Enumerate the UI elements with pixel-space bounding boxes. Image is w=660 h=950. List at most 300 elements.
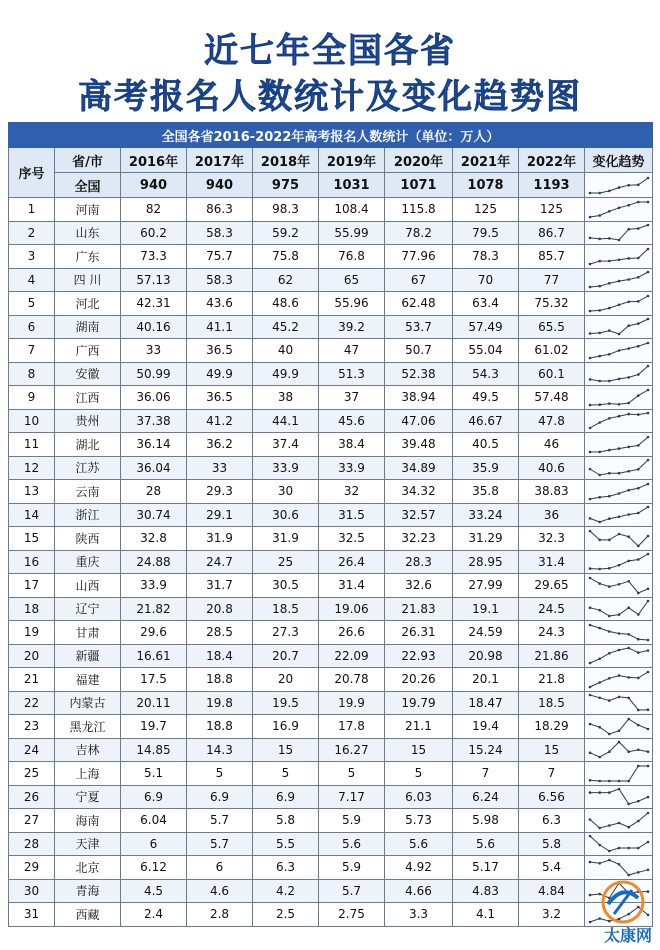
trend-sparkline (587, 387, 651, 408)
header-trend: 变化趋势 (585, 148, 653, 173)
sparkline-point (627, 204, 630, 207)
sparkline-point (598, 496, 601, 499)
row-region: 天津 (55, 832, 121, 856)
sparkline-point (588, 378, 591, 381)
sparkline-point (608, 237, 611, 240)
sparkline-point (598, 421, 601, 424)
sparkline-point (588, 607, 591, 610)
sparkline-point (598, 582, 601, 585)
sparkline-point (627, 751, 630, 754)
trend-sparkline (587, 199, 651, 220)
sparkline-point (637, 709, 640, 712)
row-value: 115.8 (385, 198, 453, 222)
sparkline-point (608, 518, 611, 521)
row-sparkline-cell (585, 456, 653, 480)
sparkline-point (608, 677, 611, 680)
sparkline-point (598, 681, 601, 684)
row-region: 山东 (55, 221, 121, 245)
sparkline-point (646, 600, 649, 603)
sparkline-point (588, 818, 591, 821)
row-value: 2.5 (253, 903, 319, 927)
row-value: 75.32 (519, 292, 585, 316)
sparkline-point (617, 788, 620, 791)
row-value: 6 (121, 832, 187, 856)
sparkline-point (588, 497, 591, 500)
sparkline-point (608, 630, 611, 633)
row-sparkline-cell (585, 691, 653, 715)
sparkline-point (646, 751, 649, 754)
sparkline-point (627, 413, 630, 416)
sparkline-point (627, 847, 630, 850)
table-row (9, 339, 653, 363)
sparkline-point (598, 260, 601, 263)
sparkline-point (627, 633, 630, 636)
row-rank: 7 (9, 339, 55, 363)
row-value: 36.06 (121, 386, 187, 410)
sparkline-point (588, 722, 591, 725)
sparkline-point (608, 850, 611, 853)
row-sparkline-cell (585, 198, 653, 222)
national-value: 1031 (319, 173, 385, 198)
sparkline-point (598, 403, 601, 406)
trend-sparkline (587, 669, 651, 690)
table-row (9, 315, 653, 339)
sparkline-point (588, 332, 591, 335)
table-row (9, 292, 653, 316)
row-value: 55.99 (319, 221, 385, 245)
row-value: 43.6 (187, 292, 253, 316)
sparkline-point (646, 553, 649, 556)
table-row (9, 715, 653, 739)
row-value: 5.7 (319, 879, 385, 903)
stats-table-wrap (8, 122, 652, 927)
sparkline-path (590, 507, 648, 522)
row-value: 15 (253, 738, 319, 762)
row-value: 18.47 (453, 691, 519, 715)
page-title (0, 28, 660, 120)
row-value: 26.31 (385, 621, 453, 645)
row-value: 57.48 (519, 386, 585, 410)
row-value: 28.3 (385, 550, 453, 574)
row-value: 5.8 (519, 832, 585, 856)
sparkline-point (637, 749, 640, 752)
row-value: 7 (519, 762, 585, 786)
trend-sparkline (587, 269, 651, 290)
sparkline-point (588, 920, 591, 923)
sparkline-point (608, 307, 611, 310)
row-rank: 6 (9, 315, 55, 339)
sparkline-point (617, 472, 620, 475)
row-value: 40 (253, 339, 319, 363)
row-value: 46.67 (453, 409, 519, 433)
row-value: 24.88 (121, 550, 187, 574)
trend-sparkline (587, 293, 651, 314)
trend-sparkline (587, 246, 651, 267)
row-value: 31.9 (187, 527, 253, 551)
table-row (9, 386, 653, 410)
sparkline-point (637, 871, 640, 874)
row-value: 5.73 (385, 809, 453, 833)
row-sparkline-cell (585, 527, 653, 551)
row-value: 108.4 (319, 198, 385, 222)
table-row (9, 621, 653, 645)
row-value: 5.7 (187, 832, 253, 856)
sparkline-point (617, 349, 620, 352)
row-sparkline-cell (585, 292, 653, 316)
sparkline-point (627, 228, 630, 231)
row-value: 32.6 (385, 574, 453, 598)
national-row (9, 173, 653, 198)
sparkline-point (646, 224, 649, 227)
row-value: 14.3 (187, 738, 253, 762)
row-value: 2.75 (319, 903, 385, 927)
row-value: 24.7 (187, 550, 253, 574)
row-sparkline-cell (585, 433, 653, 457)
sparkline-point (598, 474, 601, 477)
row-sparkline-cell (585, 550, 653, 574)
row-value: 5.9 (319, 856, 385, 880)
trend-sparkline (587, 833, 651, 854)
row-value: 5.17 (453, 856, 519, 880)
row-sparkline-cell (585, 715, 653, 739)
sparkline-point (588, 623, 591, 626)
row-value: 35.8 (453, 480, 519, 504)
sparkline-point (588, 356, 591, 359)
row-value: 3.2 (519, 903, 585, 927)
row-value: 5 (385, 762, 453, 786)
row-value: 32.8 (121, 527, 187, 551)
row-value: 17.8 (319, 715, 385, 739)
row-value: 78.2 (385, 221, 453, 245)
sparkline-point (617, 415, 620, 418)
sparkline-point (598, 568, 601, 571)
sparkline-point (608, 417, 611, 420)
sparkline-point (588, 894, 591, 897)
row-sparkline-cell (585, 738, 653, 762)
row-rank: 1 (9, 198, 55, 222)
row-rank: 17 (9, 574, 55, 598)
row-region: 湖南 (55, 315, 121, 339)
sparkline-point (646, 811, 649, 814)
trend-sparkline (587, 598, 651, 619)
row-region: 陕西 (55, 527, 121, 551)
sparkline-point (588, 685, 591, 688)
sparkline-point (608, 751, 611, 754)
sparkline-path (590, 390, 648, 405)
sparkline-point (608, 700, 611, 703)
sparkline-point (598, 609, 601, 612)
row-value: 5.8 (253, 809, 319, 833)
row-value: 24.3 (519, 621, 585, 645)
row-region: 四 川 (55, 268, 121, 292)
sparkline-point (588, 835, 591, 838)
sparkline-point (598, 380, 601, 383)
row-value: 49.9 (187, 362, 253, 386)
sparkline-point (588, 517, 591, 520)
table-row (9, 268, 653, 292)
trend-sparkline (587, 739, 651, 760)
row-value: 30.5 (253, 574, 319, 598)
row-value: 21.86 (519, 644, 585, 668)
sparkline-point (608, 615, 611, 618)
sparkline-point (598, 309, 601, 312)
sparkline-point (588, 237, 591, 240)
sparkline-point (588, 529, 591, 532)
row-value: 34.89 (385, 456, 453, 480)
sparkline-point (598, 191, 601, 194)
sparkline-point (588, 779, 591, 782)
table-row (9, 785, 653, 809)
national-value: 1078 (453, 173, 519, 198)
row-sparkline-cell (585, 644, 653, 668)
row-value: 20.78 (319, 668, 385, 692)
sparkline-point (588, 403, 591, 406)
row-value: 75.7 (187, 245, 253, 269)
row-rank: 28 (9, 832, 55, 856)
row-value: 37 (319, 386, 385, 410)
row-value: 36.5 (187, 386, 253, 410)
row-value: 4.83 (453, 879, 519, 903)
sparkline-point (637, 300, 640, 303)
row-value: 6.9 (187, 785, 253, 809)
row-value: 45.6 (319, 409, 385, 433)
row-region: 广西 (55, 339, 121, 363)
row-value: 15 (385, 738, 453, 762)
row-region: 内蒙古 (55, 691, 121, 715)
sparkline-point (598, 355, 601, 358)
sparkline-point (637, 544, 640, 547)
row-value: 22.09 (319, 644, 385, 668)
row-value: 50.99 (121, 362, 187, 386)
sparkline-point (608, 380, 611, 383)
sparkline-point (637, 819, 640, 822)
sparkline-point (608, 495, 611, 498)
row-value: 31.7 (187, 574, 253, 598)
table-header-row (9, 148, 653, 173)
sparkline-point (617, 239, 620, 242)
sparkline-point (637, 394, 640, 397)
row-value: 58.3 (187, 268, 253, 292)
national-value: 1071 (385, 173, 453, 198)
sparkline-point (588, 694, 591, 697)
sparkline-point (588, 450, 591, 453)
row-sparkline-cell (585, 574, 653, 598)
row-value: 16.61 (121, 644, 187, 668)
sparkline-point (637, 847, 640, 850)
row-value: 19.5 (253, 691, 319, 715)
sparkline-point (627, 445, 630, 448)
sparkline-path (590, 554, 648, 569)
row-value: 32.57 (385, 503, 453, 527)
sparkline-path (590, 766, 648, 781)
sparkline-point (598, 826, 601, 829)
row-value: 6 (187, 856, 253, 880)
table-row (9, 574, 653, 598)
row-value: 59.2 (253, 221, 319, 245)
row-region: 福建 (55, 668, 121, 692)
row-value: 5.4 (519, 856, 585, 880)
row-rank: 8 (9, 362, 55, 386)
sparkline-point (646, 435, 649, 438)
trend-sparkline (587, 528, 651, 549)
row-rank: 12 (9, 456, 55, 480)
row-rank: 15 (9, 527, 55, 551)
sparkline-point (627, 401, 630, 404)
row-value: 7.17 (319, 785, 385, 809)
title-line-1: 近七年全国各省 (204, 31, 456, 71)
row-value: 4.5 (121, 879, 187, 903)
sparkline-point (588, 568, 591, 571)
row-value: 18.8 (187, 668, 253, 692)
row-value: 20.26 (385, 668, 453, 692)
sparkline-point (637, 487, 640, 490)
row-region: 重庆 (55, 550, 121, 574)
row-value: 33.9 (121, 574, 187, 598)
sparkline-point (588, 860, 591, 863)
row-value: 65 (319, 268, 385, 292)
sparkline-point (608, 282, 611, 285)
row-value: 53.7 (385, 315, 453, 339)
row-sparkline-cell (585, 785, 653, 809)
sparkline-point (646, 727, 649, 730)
row-value: 29.1 (187, 503, 253, 527)
row-sparkline-cell (585, 597, 653, 621)
title-line-2: 高考报名人数统计及变化趋势图 (78, 77, 582, 117)
sparkline-point (617, 632, 620, 635)
row-value: 21.1 (385, 715, 453, 739)
sparkline-point (627, 535, 630, 538)
row-value: 33.9 (319, 456, 385, 480)
table-row (9, 503, 653, 527)
header-region: 省/市 (55, 148, 121, 173)
row-value: 47.8 (519, 409, 585, 433)
row-value: 4.92 (385, 856, 453, 880)
row-value: 29.3 (187, 480, 253, 504)
sparkline-point (617, 403, 620, 406)
row-value: 40.6 (519, 456, 585, 480)
row-value: 33 (187, 456, 253, 480)
row-sparkline-cell (585, 315, 653, 339)
row-sparkline-cell (585, 762, 653, 786)
row-rank: 20 (9, 644, 55, 668)
sparkline-point (598, 332, 601, 335)
row-value: 38.4 (319, 433, 385, 457)
table-row (9, 409, 653, 433)
row-sparkline-cell (585, 809, 653, 833)
header-year: 2022年 (519, 148, 585, 173)
row-region: 浙江 (55, 503, 121, 527)
sparkline-point (627, 325, 630, 328)
sparkline-point (617, 821, 620, 824)
header-year: 2020年 (385, 148, 453, 173)
row-value: 40.5 (453, 433, 519, 457)
row-value: 5.98 (453, 809, 519, 833)
row-value: 22.93 (385, 644, 453, 668)
row-value: 20 (253, 668, 319, 692)
sparkline-point (627, 803, 630, 806)
row-value: 4.2 (253, 879, 319, 903)
row-value: 98.3 (253, 198, 319, 222)
row-value: 78.3 (453, 245, 519, 269)
row-value: 36.2 (187, 433, 253, 457)
row-value: 49.5 (453, 386, 519, 410)
row-rank: 22 (9, 691, 55, 715)
row-region: 西藏 (55, 903, 121, 927)
row-value: 17.5 (121, 668, 187, 692)
row-value: 15 (519, 738, 585, 762)
row-value: 25 (253, 550, 319, 574)
table-row (9, 738, 653, 762)
sparkline-point (637, 276, 640, 279)
row-value: 36.04 (121, 456, 187, 480)
row-region: 甘肃 (55, 621, 121, 645)
row-value: 15.24 (453, 738, 519, 762)
sparkline-point (598, 756, 601, 759)
sparkline-point (588, 576, 591, 579)
row-value: 30 (253, 480, 319, 504)
sparkline-point (637, 613, 640, 616)
sparkline-point (627, 697, 630, 700)
row-rank: 5 (9, 292, 55, 316)
row-sparkline-cell (585, 221, 653, 245)
trend-sparkline (587, 222, 651, 243)
row-value: 24.59 (453, 621, 519, 645)
sparkline-point (608, 792, 611, 795)
row-sparkline-cell (585, 480, 653, 504)
row-value: 42.31 (121, 292, 187, 316)
row-value: 4.84 (519, 879, 585, 903)
sparkline-point (637, 676, 640, 679)
row-value: 62 (253, 268, 319, 292)
sparkline-point (637, 345, 640, 348)
sparkline-path (590, 672, 648, 687)
row-value: 60.1 (519, 362, 585, 386)
row-rank: 4 (9, 268, 55, 292)
row-sparkline-cell (585, 503, 653, 527)
row-value: 44.1 (253, 409, 319, 433)
row-value: 16.27 (319, 738, 385, 762)
row-value: 16.9 (253, 715, 319, 739)
sparkline-point (617, 674, 620, 677)
row-rank: 13 (9, 480, 55, 504)
row-value: 36.14 (121, 433, 187, 457)
row-value: 125 (519, 198, 585, 222)
sparkline-point (608, 449, 611, 452)
sparkline-point (646, 176, 649, 179)
sparkline-point (617, 303, 620, 306)
row-sparkline-cell (585, 832, 653, 856)
row-value: 55.04 (453, 339, 519, 363)
row-value: 20.11 (121, 691, 187, 715)
sparkline-point (608, 732, 611, 735)
table-row (9, 832, 653, 856)
sparkline-point (598, 844, 601, 847)
row-value: 5 (319, 762, 385, 786)
row-region: 黑龙江 (55, 715, 121, 739)
national-value: 940 (187, 173, 253, 198)
sparkline-point (598, 627, 601, 630)
row-value: 5 (253, 762, 319, 786)
national-value: 1193 (519, 173, 585, 198)
sparkline-point (646, 841, 649, 844)
row-value: 19.7 (121, 715, 187, 739)
header-year: 2016年 (121, 148, 187, 173)
sparkline-point (627, 278, 630, 281)
sparkline-point (646, 670, 649, 673)
row-region: 吉林 (55, 738, 121, 762)
row-value: 6.04 (121, 809, 187, 833)
row-value: 6.3 (519, 809, 585, 833)
